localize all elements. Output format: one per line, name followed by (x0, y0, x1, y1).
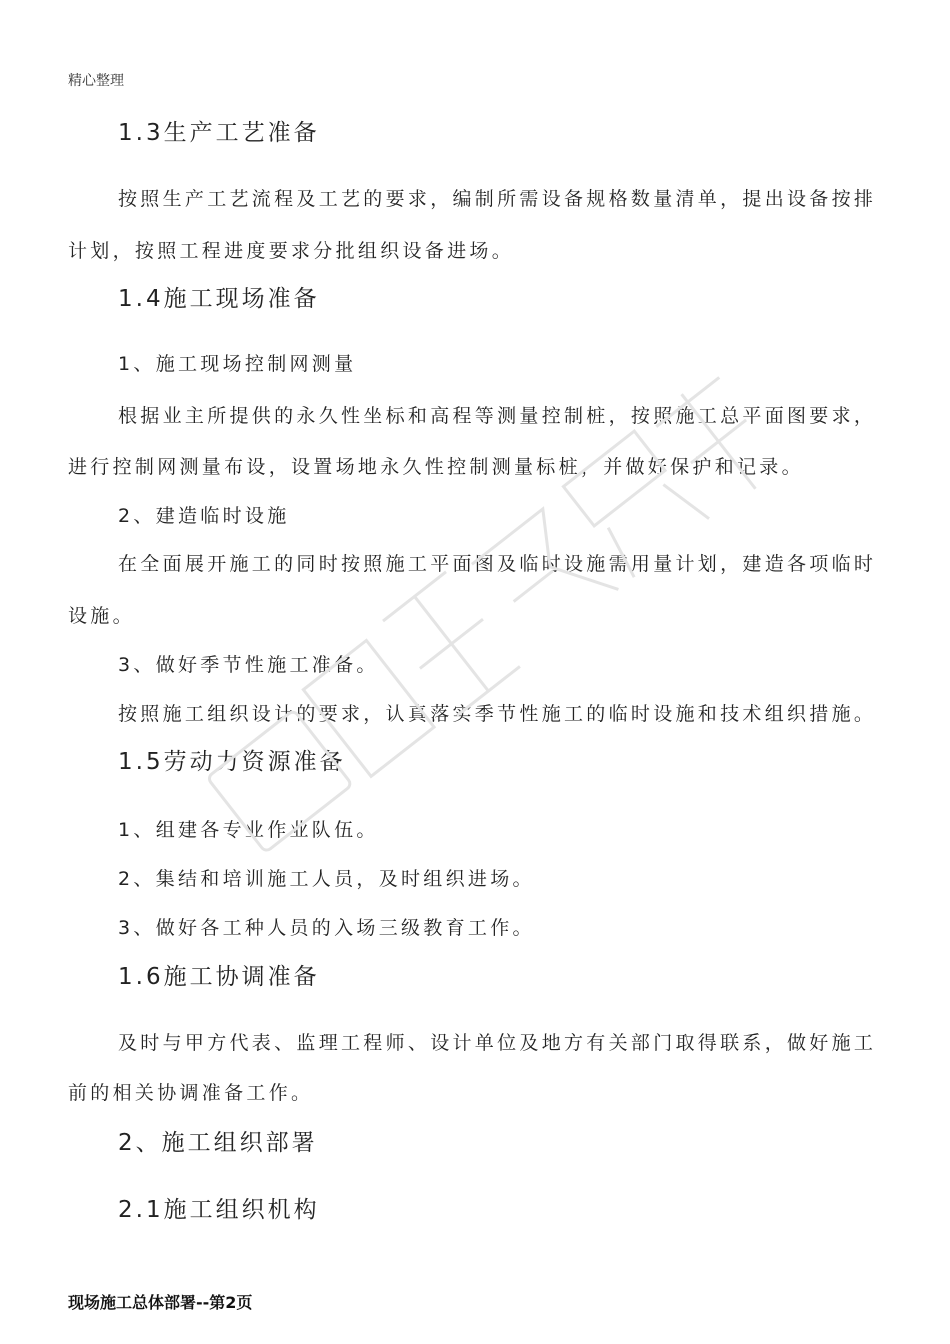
watermark-graphic (130, 360, 850, 880)
item-1-5-3: 3、做好各工种人员的入场三级教育工作。 (118, 917, 535, 939)
heading-1-4: 1.4施工现场准备 (118, 286, 320, 312)
heading-2-1: 2.1施工组织机构 (118, 1197, 320, 1223)
paragraph-1-3-line-2: 计划，按照工程进度要求分批组织设备进场。 (68, 240, 515, 262)
paragraph-1-6-line-2: 前的相关协调准备工作。 (68, 1082, 314, 1104)
heading-1-3: 1.3生产工艺准备 (118, 120, 320, 146)
paragraph-1-4-1-line-2: 进行控制网测量布设，设置场地永久性控制测量标桩，并做好保护和记录。 (68, 456, 804, 478)
paragraph-1-4-3-line-1: 按照施工组织设计的要求，认真落实季节性施工的临时设施和技术组织措施。 (118, 703, 877, 725)
item-1-4-1: 1、施工现场控制网测量 (118, 353, 357, 375)
heading-2: 2、施工组织部署 (118, 1130, 318, 1156)
paragraph-1-4-1-line-1: 根据业主所提供的永久性坐标和高程等测量控制桩，按照施工总平面图要求， (118, 405, 877, 427)
item-1-4-3: 3、做好季节性施工准备。 (118, 654, 379, 676)
item-1-5-2: 2、集结和培训施工人员，及时组织进场。 (118, 868, 535, 890)
paragraph-1-4-2-line-1: 在全面展开施工的同时按照施工平面图及临时设施需用量计划，建造各项临时 (118, 553, 877, 575)
paragraph-1-6-line-1: 及时与甲方代表、监理工程师、设计单位及地方有关部门取得联系，做好施工 (118, 1032, 877, 1054)
paragraph-1-3-line-1: 按照生产工艺流程及工艺的要求，编制所需设备规格数量清单，提出设备按排 (118, 188, 877, 210)
item-1-4-2: 2、建造临时设施 (118, 505, 290, 527)
item-1-5-1: 1、组建各专业作业队伍。 (118, 819, 379, 841)
heading-1-5: 1.5劳动力资源准备 (118, 749, 346, 775)
footer-page-label: 现场施工总体部署--第2页 (68, 1293, 253, 1312)
paragraph-1-4-2-line-2: 设施。 (68, 605, 135, 627)
header-note: 精心整理 (68, 73, 124, 89)
heading-1-6: 1.6施工协调准备 (118, 964, 320, 990)
